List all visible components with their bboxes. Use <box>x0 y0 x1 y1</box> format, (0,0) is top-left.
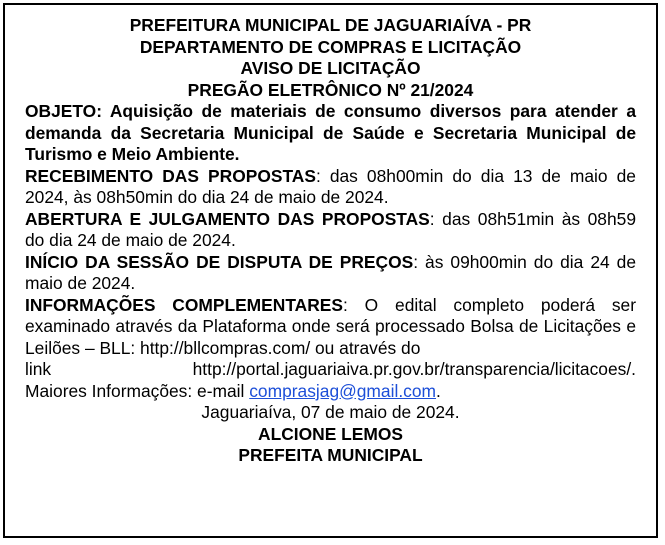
objeto-paragraph <box>25 101 636 166</box>
signer-name: ALCIONE LEMOS <box>258 423 403 444</box>
maiores-informacoes <box>25 381 636 403</box>
header-departamento: DEPARTAMENTO DE COMPRAS E LICITAÇÃO <box>139 36 522 57</box>
portal-link-line <box>25 359 636 381</box>
link-word: link <box>25 359 52 379</box>
date-line: Jaguariaíva, 07 de maio de 2024. <box>201 402 460 422</box>
objeto-label: OBJETO <box>25 101 97 121</box>
abertura-text: : das 08h51min às 08h59 do dia 24 de maio de 2024. <box>25 208 636 250</box>
abertura-paragraph <box>25 209 636 252</box>
recebimento-label: RECEBIMENTO DAS PROPOSTAS <box>25 165 316 186</box>
informacoes-text: : O edital completo poderá ser examinado através da Plataforma onde será processado Bolsa de Licitações e Leilões – BLL: http://bllcompras.com/ ou através do <box>25 294 636 358</box>
portal-url[interactable]: http://portal.jaguariaiva.pr.gov.br/transparencia/licitacoes/. <box>192 359 636 379</box>
informacoes-paragraph <box>25 295 636 360</box>
maiores-label: Maiores Informações: e-mail <box>25 380 250 401</box>
inicio-text: : às 09h00min do dia 24 de maio de 2024. <box>25 251 636 293</box>
abertura-label: ABERTURA E JULGAMENTO DAS PROPOSTAS <box>25 208 430 229</box>
email-link[interactable]: comprasjag@gmail.com <box>249 380 437 401</box>
informacoes-label: INFORMAÇÕES COMPLEMENTARES <box>25 294 343 315</box>
recebimento-paragraph <box>25 166 636 209</box>
header-pregao: PREGÃO ELETRÔNICO Nº 21/2024 <box>187 79 474 100</box>
notice-header <box>25 15 636 101</box>
licitacao-notice <box>3 3 658 538</box>
recebimento-text: : das 08h00min do dia 13 de maio de 2024, às 08h50min do dia 24 de maio de 2024. <box>25 165 636 207</box>
signer-title: PREFEITA MUNICIPAL <box>238 445 423 465</box>
objeto-text: : Aquisição de materiais de consumo diversos para atender a demanda da Secretaria Municipal de Saúde e Secretaria Municipal de Turismo e Meio Ambiente. <box>25 101 636 164</box>
header-prefeitura: PREFEITURA MUNICIPAL DE JAGUARIAÍVA - PR <box>129 15 532 35</box>
inicio-paragraph <box>25 252 636 295</box>
header-aviso: AVISO DE LICITAÇÃO <box>240 58 421 78</box>
email-suffix: . <box>436 380 441 401</box>
inicio-label: INÍCIO DA SESSÃO DE DISPUTA DE PREÇOS <box>25 251 414 272</box>
